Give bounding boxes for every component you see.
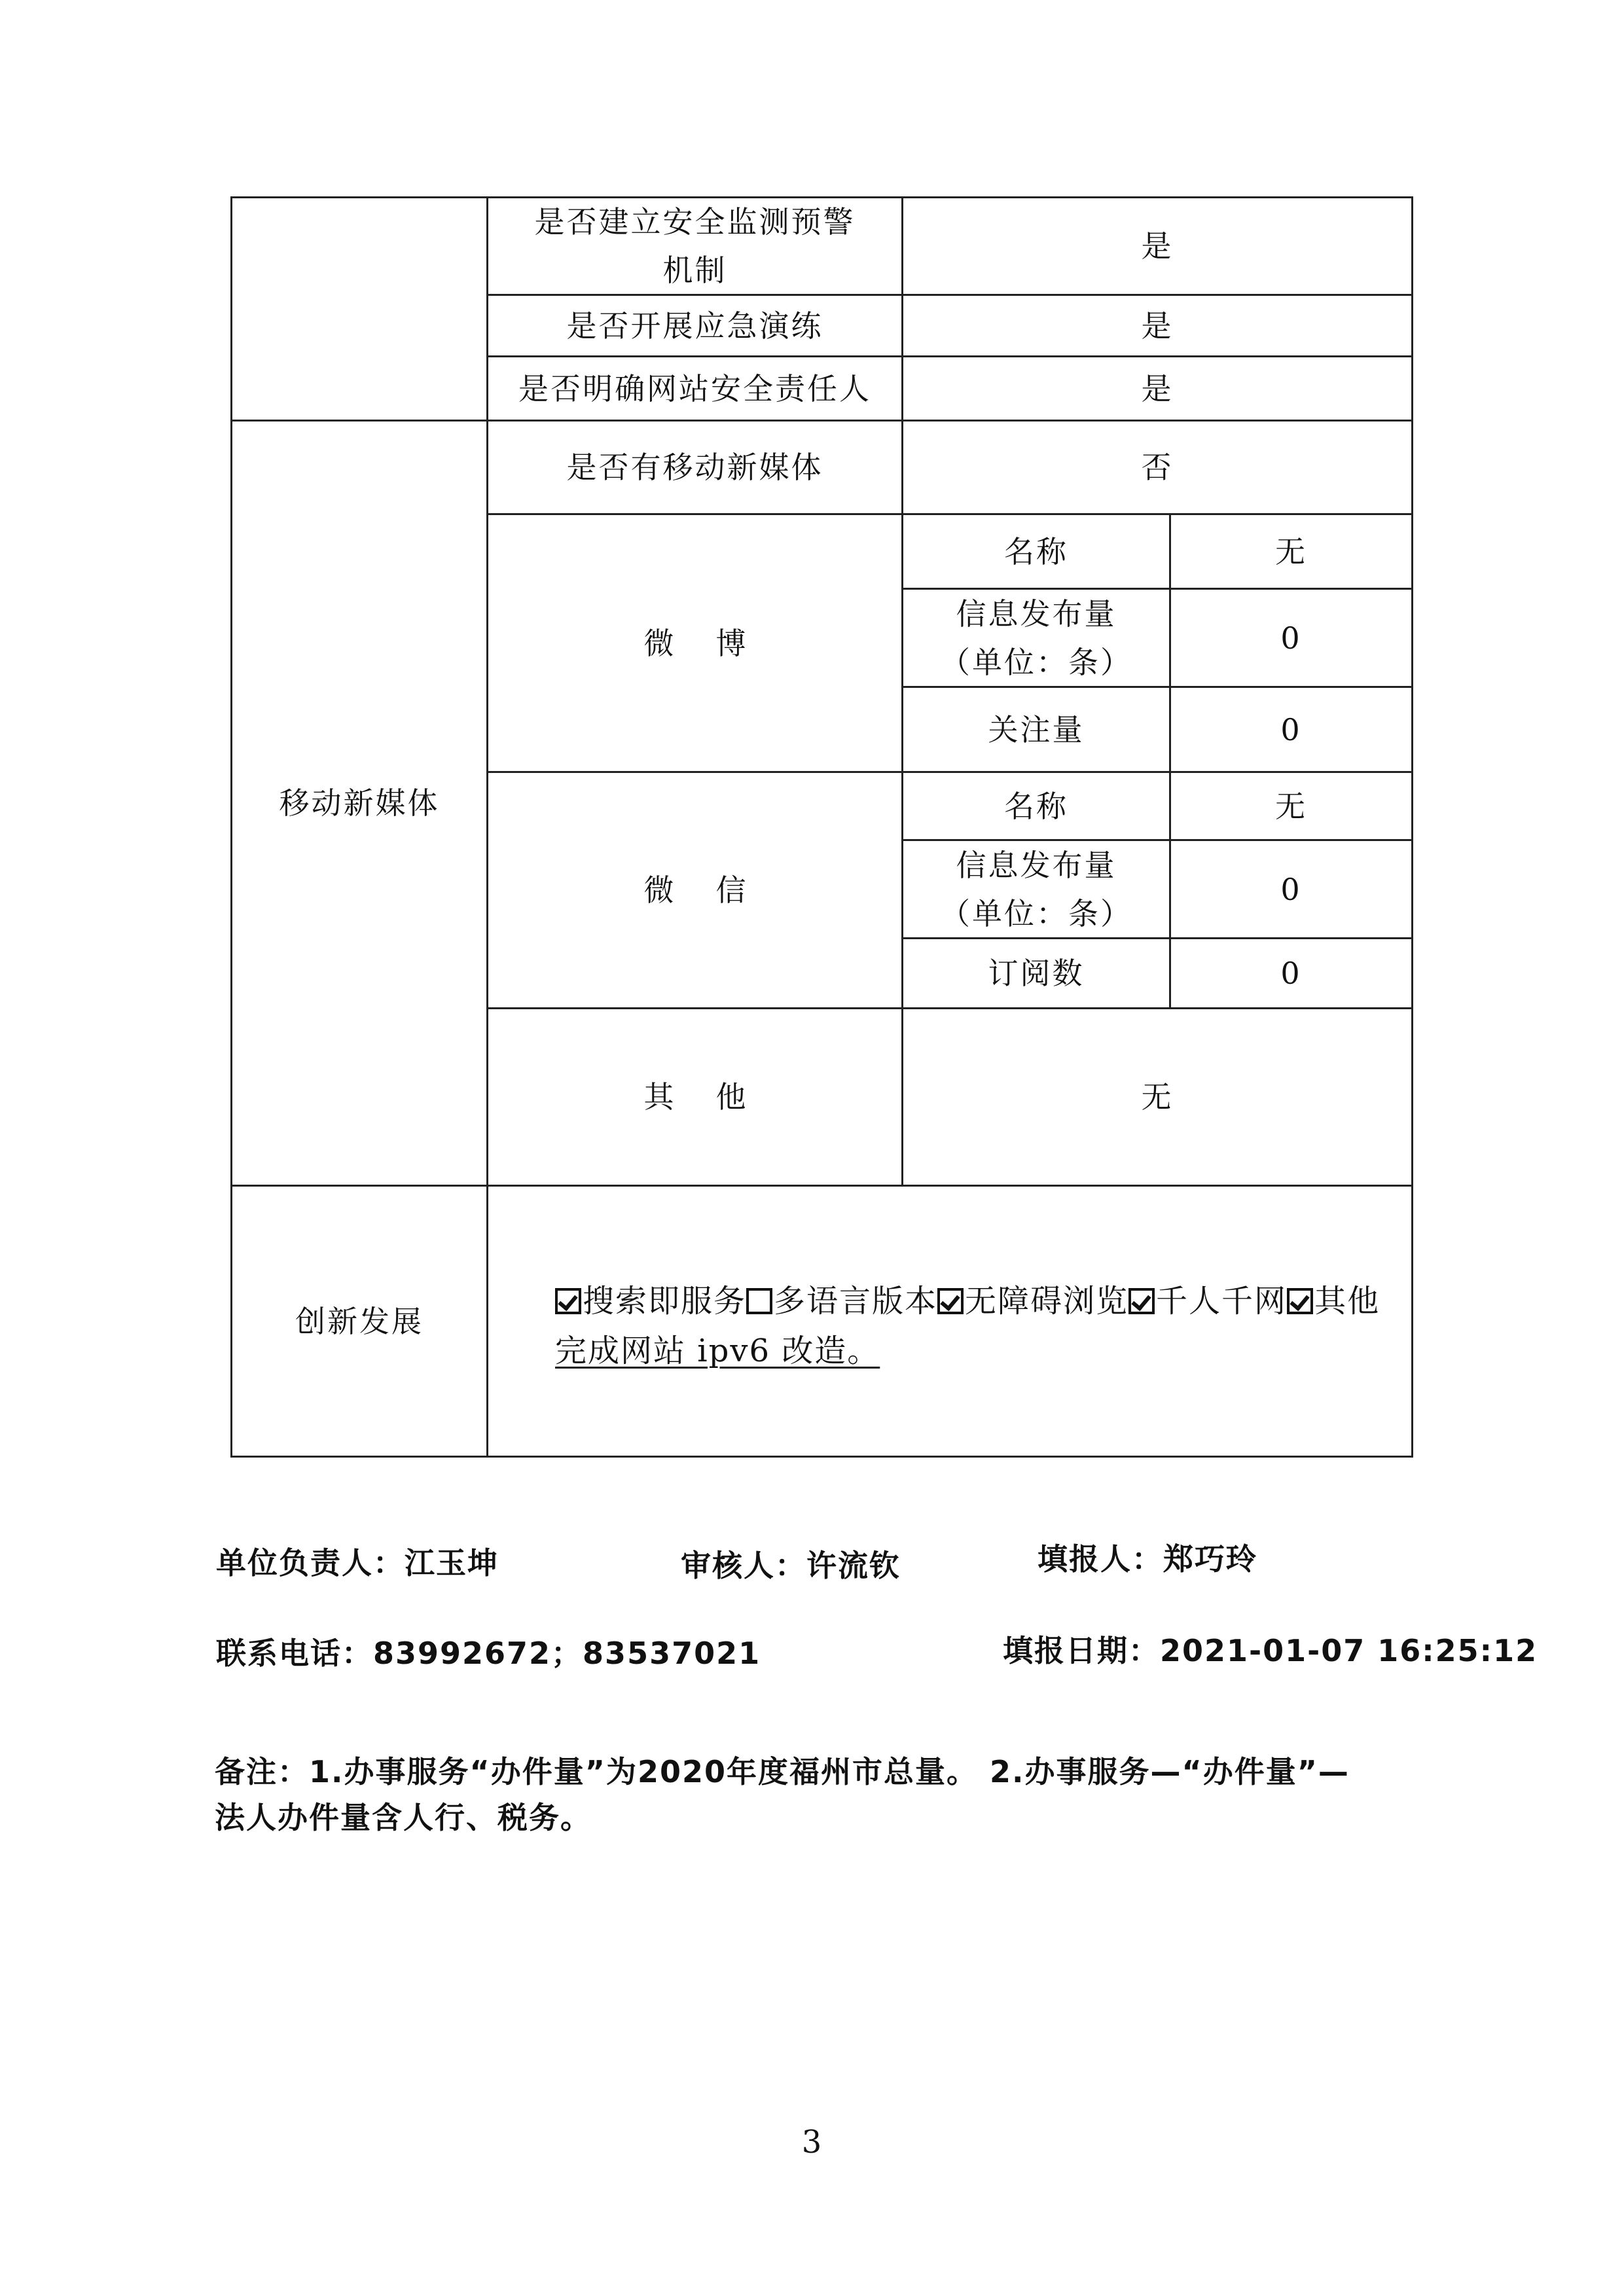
checkbox-checked-icon[interactable] [555, 1288, 581, 1314]
has-mobile-media-label: 是否有移动新媒体 [566, 450, 823, 485]
mobile-media-section-label: 移动新媒体 [279, 785, 440, 821]
innovation-options [555, 1276, 1426, 1376]
other-media-value: 无 [1141, 1079, 1174, 1115]
wechat-name-label: 名称 [1004, 788, 1068, 824]
filler: 填报人：郑巧玲 [1038, 1541, 1257, 1577]
unit-head: 单位负责人：江玉坤 [216, 1545, 499, 1581]
wechat-name-value: 无 [1275, 788, 1307, 824]
checkbox-checked-icon[interactable] [937, 1288, 964, 1314]
reviewer: 审核人：许流钦 [681, 1548, 901, 1583]
page-number: 3 [801, 2124, 822, 2161]
emergency-drill-label: 是否开展应急演练 [566, 308, 823, 344]
option-other: 其他 [1287, 1283, 1380, 1319]
has-mobile-media-value: 否 [1141, 450, 1174, 485]
checkbox-unchecked-icon[interactable] [746, 1288, 772, 1314]
weibo-posts-value: 0 [1280, 620, 1302, 656]
option-search-service: 搜索即服务 [555, 1283, 746, 1319]
emergency-drill-value: 是 [1141, 308, 1174, 344]
fill-date: 填报日期：2021-01-07 16:25:12 [1003, 1633, 1538, 1668]
security-owner-value: 是 [1141, 370, 1174, 406]
weibo-followers-label: 关注量 [988, 711, 1085, 747]
wechat-posts-label: 信息发布量（单位：条） [940, 847, 1132, 931]
security-owner-label: 是否明确网站安全责任人 [518, 370, 871, 406]
table-border-right [1411, 196, 1413, 1458]
weibo-label: 微博 [643, 625, 788, 661]
weibo-name-label: 名称 [1004, 533, 1068, 569]
weibo-name-value: 无 [1275, 533, 1307, 569]
option-personalized: 千人千网 [1128, 1283, 1287, 1319]
security-monitor-value: 是 [1141, 228, 1174, 264]
contact-phone: 联系电话：83992672；83537021 [216, 1636, 761, 1671]
checkbox-checked-icon[interactable] [1287, 1288, 1313, 1314]
security-monitor-label: 是否建立安全监测预警机制 [534, 204, 856, 288]
option-multilingual: 多语言版本 [746, 1283, 937, 1319]
weibo-posts-label: 信息发布量（单位：条） [940, 596, 1132, 680]
wechat-subscribers-value: 0 [1280, 956, 1302, 991]
option-accessibility: 无障碍浏览 [937, 1283, 1128, 1319]
innovation-section-label: 创新发展 [295, 1303, 424, 1339]
table-border-bottom [230, 1456, 1413, 1458]
wechat-posts-value: 0 [1280, 871, 1302, 907]
remarks: 备注：1.办事服务“办件量”为2020年度福州市总量。 2.办事服务—“办件量”—法人办件量含人行、税务。 [215, 1754, 1350, 1835]
wechat-subscribers-label: 订阅数 [988, 956, 1085, 991]
other-media-label: 其他 [643, 1079, 788, 1115]
checkbox-checked-icon[interactable] [1128, 1288, 1155, 1314]
weibo-followers-value: 0 [1280, 711, 1302, 747]
innovation-other-text: 完成网站 ipv6 改造。 [555, 1333, 880, 1369]
wechat-label: 微信 [643, 872, 788, 908]
